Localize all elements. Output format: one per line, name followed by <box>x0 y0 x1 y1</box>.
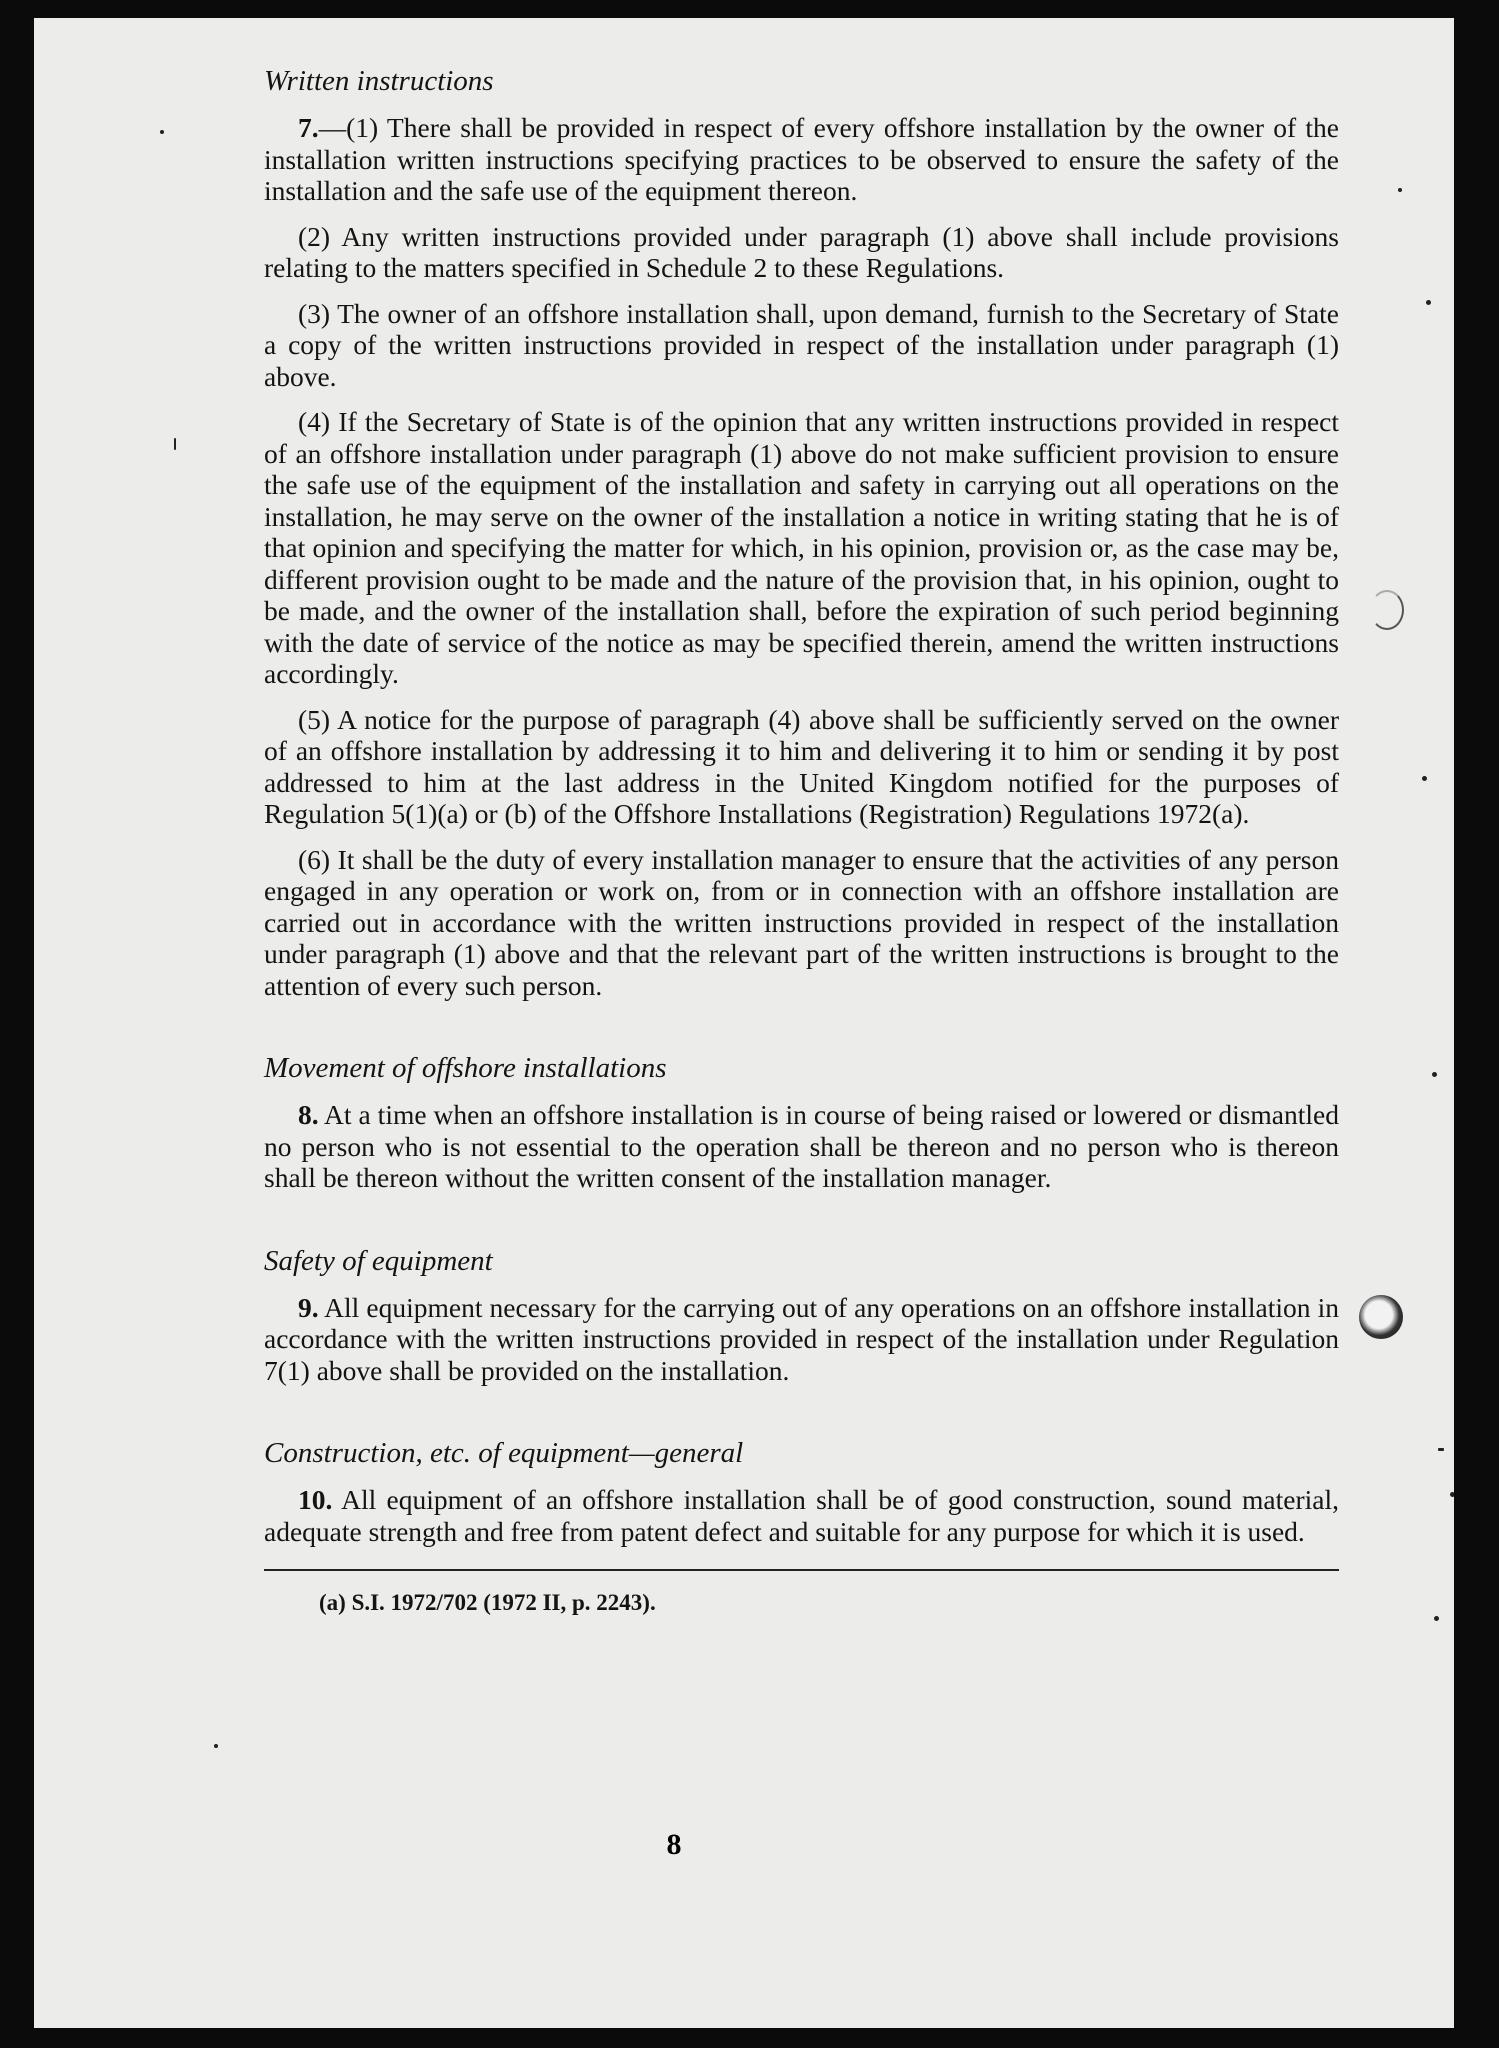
paragraph-8 <box>264 1099 1339 1194</box>
paragraph-7-2 <box>264 221 1339 284</box>
scan-speck <box>1450 1492 1454 1497</box>
regulation-number: 10. <box>298 1484 333 1515</box>
page-number: 8 <box>666 1828 682 1861</box>
scan-speck <box>1398 188 1402 192</box>
paragraph-text: (2) Any written instructions provided under paragraph (1) above shall include provisions relating to the matters specified in Schedule 2 to these Regulations. <box>264 220 1339 283</box>
paragraph-10 <box>264 1484 1339 1547</box>
paragraph-text: At a time when an offshore installation is in course of being raised or lowered or dismantled no person who is not essential to the operation shall be thereon and no person who is thereon shall be thereon without the written consent of the installation manager. <box>264 1099 1339 1193</box>
paragraph-text: (5) A notice for the purpose of paragraph (4) above shall be sufficiently served on the owner of an offshore installation by addressing it to him and delivering it to him or sending it by post addressed to him at the last address in the United Kingdom notified for the purposes of Regulation 5(1)(a) or (b) of the Offshore Installations (Registration) Regulations 1972(a). <box>264 703 1339 829</box>
regulation-number: 8. <box>298 1099 319 1130</box>
section-heading-construction: Construction, etc. of equipment—general <box>264 1437 744 1469</box>
scan-speck <box>1422 776 1427 781</box>
paragraph-text: —(1) There shall be provided in respect of every offshore installation by the owner of the installation written instructions specifying practices to be observed to ensure the safety of the installation and the safe use of the equipment thereon. <box>264 112 1339 206</box>
punch-hole <box>1359 1295 1403 1339</box>
punch-hole-mark <box>1370 590 1404 630</box>
scan-speck <box>1426 300 1431 305</box>
scan-speck <box>174 438 176 450</box>
paragraph-7-3 <box>264 298 1339 393</box>
scan-speck <box>1432 1072 1437 1077</box>
document-body <box>264 64 1339 1617</box>
footnote-rule <box>264 1569 1339 1571</box>
paragraph-text: All equipment necessary for the carrying out of any operations on an offshore installation in accordance with the written instructions provided in respect of the installation under Regulation 7(1) above shall be provided on the installation. <box>264 1291 1339 1386</box>
paragraph-9 <box>264 1292 1339 1387</box>
paragraph-7-6 <box>264 844 1339 1002</box>
paragraph-text: (3) The owner of an offshore installation shall, upon demand, furnish to the Secretary of State a copy of the written instructions provided in respect of the installation under paragraph (1) above. <box>264 297 1339 392</box>
paragraph-7-5 <box>264 704 1339 830</box>
scan-speck <box>214 1744 218 1748</box>
regulation-number: 9. <box>298 1291 319 1323</box>
paragraph-text: All equipment of an offshore installation shall be of good construction, sound material, adequate strength and free from patent defect and suitable for any purpose for which it is used. <box>264 1484 1339 1547</box>
section-gap <box>264 1208 1339 1244</box>
paragraph-7-4 <box>264 406 1339 690</box>
scan-speck <box>160 130 164 134</box>
paragraph-text: (6) It shall be the duty of every installation manager to ensure that the activities of any person engaged in any operation or work on, from or in connection with an offshore installation are carried out in accordance with the written instructions provided in respect of the installation under paragraph (1) above and that the relevant part of the written instructions is brought to the attention of every such person. <box>264 843 1339 1001</box>
paragraph-text: (4) If the Secretary of State is of the opinion that any written instructions provided in respect of an offshore installation under paragraph (1) above do not make sufficient provision to ensure the safe use of the equipment of the installation and safety in carrying out all operations on the installation, he may serve on the owner of the installation a notice in writing stating that he is of that opinion and specifying the matter for which, in his opinion, provision or, as the case may be, different provision ought to be made and the nature of the provision that, in his opinion, ought to be made, and the owner of the installation shall, before the expiration of such period beginning with the date of service of the notice as may be specified therein, amend the written instructions accordingly. <box>264 406 1339 689</box>
section-gap <box>264 1400 1339 1436</box>
section-heading-movement: Movement of offshore installations <box>264 1052 667 1084</box>
paragraph-7-1 <box>264 112 1339 207</box>
regulation-number: 7. <box>298 112 319 143</box>
footnote: (a) S.I. 1972/702 (1972 II, p. 2243). <box>319 1590 656 1615</box>
section-heading-written-instructions: Written instructions <box>264 65 494 97</box>
scanned-page <box>34 18 1454 2028</box>
scan-speck <box>1438 1448 1444 1451</box>
section-gap <box>264 1015 1339 1051</box>
section-heading-safety-of-equipment: Safety of equipment <box>264 1244 493 1277</box>
scan-speck <box>1434 1616 1439 1621</box>
